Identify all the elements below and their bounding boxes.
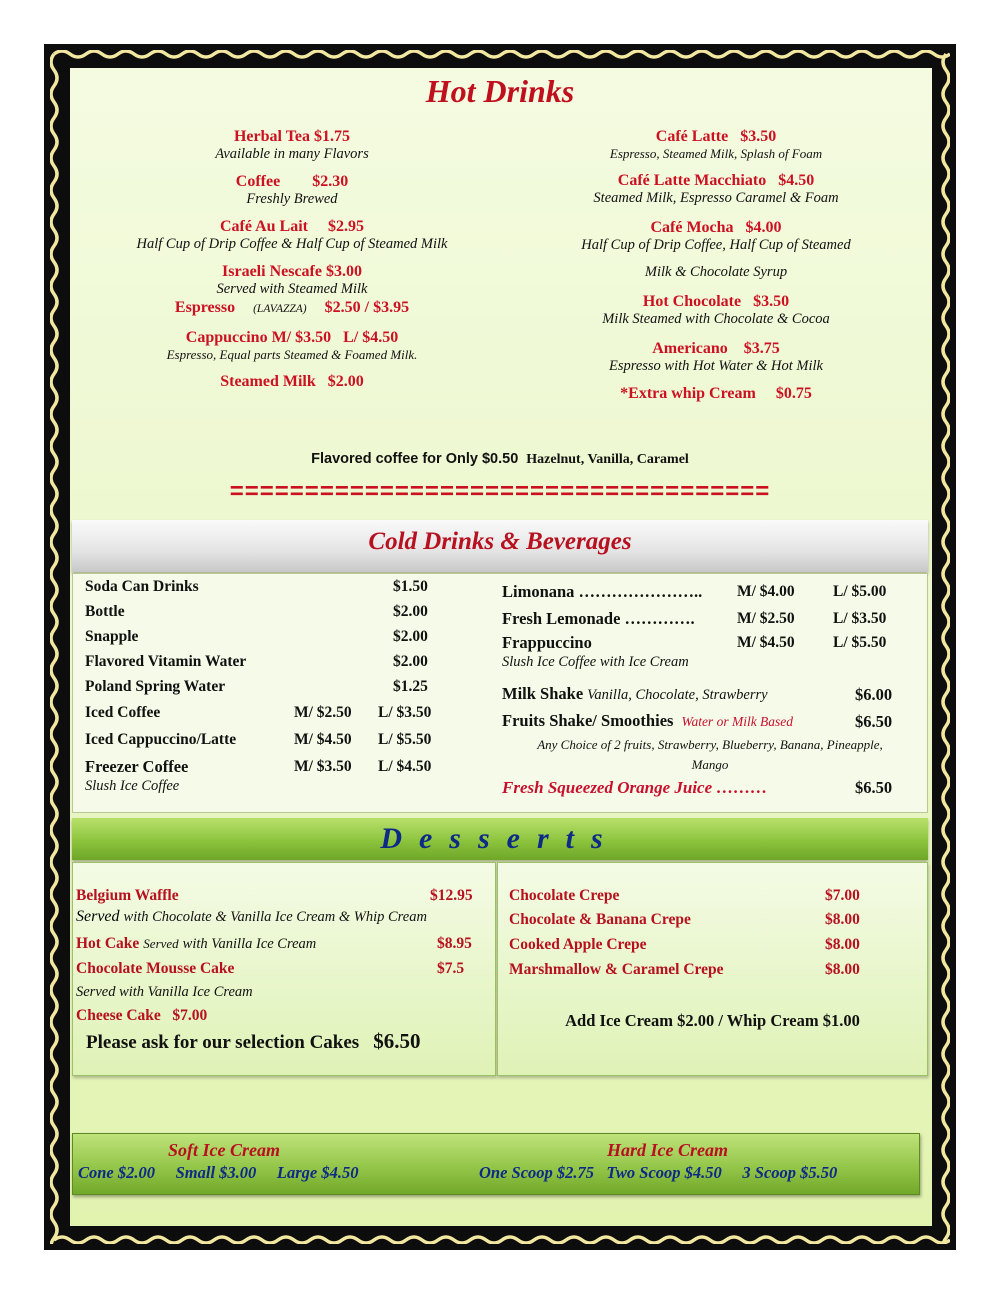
hot-item-desc: Freshly Brewed bbox=[246, 191, 338, 207]
hot-item-desc: Espresso with Hot Water & Hot Milk bbox=[608, 358, 823, 374]
hotcake-row bbox=[76, 935, 316, 953]
cold-item-name: Fresh Lemonade …………. bbox=[502, 609, 695, 628]
hot-item-name: Café Latte $3.50 bbox=[655, 128, 777, 145]
add-on-note: Add Ice Cream $2.00 / Whip Cream $1.00 bbox=[565, 1011, 860, 1030]
ask-cakes-price: $6.50 bbox=[373, 1029, 421, 1053]
hot-item-desc: Milk & Chocolate Syrup bbox=[644, 264, 788, 280]
hot-item-name: Espresso bbox=[174, 299, 236, 316]
desserts-title: Desserts bbox=[380, 822, 620, 855]
soft-ice-cream-prices: Cone $2.00 Small $3.00 Large $4.50 bbox=[78, 1163, 359, 1182]
hot-item-name: Café Mocha $4.00 bbox=[650, 219, 782, 236]
hot-item-name: Café Latte Macchiato $4.50 bbox=[617, 172, 815, 189]
cold-item-price: $1.50 bbox=[393, 578, 428, 595]
cold-item-name: Fruits Shake/ Smoothies bbox=[502, 711, 674, 730]
cold-item-name: Iced Cappuccino/Latte bbox=[85, 731, 237, 748]
cold-item-medium-price: M/ $2.50 bbox=[294, 704, 352, 721]
cold-item-name: Flavored Vitamin Water bbox=[85, 653, 247, 670]
hot-item-name: Café Au Lait $2.95 bbox=[220, 218, 364, 235]
cold-item-name: Poland Spring Water bbox=[85, 678, 226, 695]
served-word: Served bbox=[143, 936, 179, 951]
cold-item-large-price: L/ $5.50 bbox=[833, 634, 887, 651]
dessert-desc: with Vanilla Ice Cream bbox=[182, 936, 317, 952]
cold-item-name: Limonana ………………….. bbox=[502, 582, 703, 601]
cold-item-desc: Vanilla, Chocolate, Strawberry bbox=[587, 687, 768, 703]
crepe-price: $7.00 bbox=[825, 887, 860, 904]
hot-item-desc: Available in many Flavors bbox=[215, 146, 369, 162]
dessert-price: $7.5 bbox=[437, 960, 465, 977]
flavored-coffee-label: Flavored coffee for Only $0.50 bbox=[311, 451, 519, 467]
hot-item-name: Hot Chocolate $3.50 bbox=[642, 293, 790, 310]
hot-item-name: Steamed Milk $2.00 bbox=[220, 373, 364, 390]
cold-item-name: Milk Shake bbox=[502, 684, 584, 703]
served-word: Served bbox=[76, 908, 120, 925]
fruitshake-base-note: Water or Milk Based bbox=[681, 714, 794, 729]
cold-item-medium-price: M/ $4.50 bbox=[737, 634, 795, 651]
hot-item-name: *Extra whip Cream $0.75 bbox=[620, 385, 812, 402]
hot-item-name: Americano $3.75 bbox=[652, 340, 780, 357]
cold-item-price: $1.25 bbox=[393, 678, 428, 695]
dessert-desc: Served with Vanilla Ice Cream bbox=[76, 984, 253, 1000]
cold-item-name: Soda Can Drinks bbox=[85, 578, 199, 595]
hot-item-name: Israeli Nescafe $3.00 bbox=[222, 263, 362, 280]
cold-item-name: Snapple bbox=[85, 628, 139, 645]
cold-item-large-price: L/ $4.50 bbox=[378, 758, 432, 775]
ask-cakes-row bbox=[86, 1029, 420, 1054]
crepe-price: $8.00 bbox=[825, 961, 860, 978]
cold-item-desc: Slush Ice Coffee with Ice Cream bbox=[502, 654, 689, 670]
hot-item-name: Herbal Tea $1.75 bbox=[233, 128, 350, 145]
cold-item-large-price: L/ $5.50 bbox=[378, 731, 432, 748]
dessert-price: $12.95 bbox=[430, 887, 473, 904]
cold-item-price: $2.00 bbox=[393, 603, 428, 620]
hard-ice-cream-prices: One Scoop $2.75 Two Scoop $4.50 3 Scoop $5.50 bbox=[479, 1163, 838, 1182]
hot-item-desc: Half Cup of Drip Coffee, Half Cup of Steamed bbox=[581, 237, 851, 253]
cold-item-desc: Mango bbox=[691, 757, 729, 772]
dessert-desc: with Chocolate & Vanilla Ice Cream & Whip Cream bbox=[123, 909, 427, 925]
cold-item-price: $6.50 bbox=[855, 778, 893, 797]
cold-item-name: Fresh Squeezed Orange Juice ……… bbox=[502, 778, 768, 797]
hot-item-desc: Half Cup of Drip Coffee & Half Cup of Steamed Milk bbox=[136, 236, 448, 252]
hot-left-column bbox=[70, 128, 514, 391]
cold-item-large-price: L/ $3.50 bbox=[833, 610, 887, 627]
cold-item-medium-price: M/ $4.00 bbox=[737, 583, 795, 600]
soft-ice-cream-title: Soft Ice Cream bbox=[168, 1140, 280, 1160]
cold-drinks-title: Cold Drinks & Beverages bbox=[368, 528, 632, 555]
hot-item-price: $2.50 / $3.95 bbox=[324, 299, 410, 316]
hard-ice-cream-title: Hard Ice Cream bbox=[607, 1140, 728, 1160]
cold-item-large-price: L/ $3.50 bbox=[378, 704, 432, 721]
crepe-name: Chocolate Crepe bbox=[509, 887, 620, 904]
espresso-brand: (LAVAZZA) bbox=[253, 303, 307, 315]
cold-item-price: $6.50 bbox=[855, 712, 893, 731]
cold-item-desc: Any Choice of 2 fruits, Strawberry, Blueberry, Banana, Pineapple, bbox=[537, 737, 883, 752]
milkshake-row bbox=[502, 684, 768, 704]
hot-item-desc: Espresso, Steamed Milk, Splash of Foam bbox=[609, 146, 823, 161]
flavored-coffee-line bbox=[0, 450, 1000, 468]
cold-item-name: Iced Coffee bbox=[85, 704, 161, 721]
cold-item-medium-price: M/ $2.50 bbox=[737, 610, 795, 627]
cold-item-medium-price: M/ $3.50 bbox=[294, 758, 352, 775]
cold-item-name: Frappuccino bbox=[502, 633, 592, 652]
hot-item-desc: Milk Steamed with Chocolate & Cocoa bbox=[602, 311, 830, 327]
crepe-name: Chocolate & Banana Crepe bbox=[509, 911, 691, 928]
section-divider: ==================================== bbox=[229, 478, 771, 505]
dessert-name: Hot Cake bbox=[76, 935, 140, 952]
cold-item-name: Bottle bbox=[85, 603, 125, 620]
dessert-name: Chocolate Mousse Cake bbox=[76, 960, 235, 977]
cold-item-price: $2.00 bbox=[393, 653, 428, 670]
waffle-desc bbox=[76, 908, 427, 926]
dessert-name: Belgium Waffle bbox=[76, 887, 179, 904]
cold-item-price: $6.00 bbox=[855, 685, 893, 704]
hot-item-desc: Steamed Milk, Espresso Caramel & Foam bbox=[593, 190, 839, 206]
cold-item-large-price: L/ $5.00 bbox=[833, 583, 887, 600]
hot-drinks-title: Hot Drinks bbox=[425, 73, 575, 109]
hot-item-name: Cappuccino M/ $3.50 L/ $4.50 bbox=[185, 329, 399, 346]
crepe-price: $8.00 bbox=[825, 911, 860, 928]
ask-cakes-label: Please ask for our selection Cakes bbox=[86, 1032, 360, 1053]
cold-item-desc: Slush Ice Coffee bbox=[85, 778, 180, 794]
cold-item-medium-price: M/ $4.50 bbox=[294, 731, 352, 748]
crepe-name: Marshmallow & Caramel Crepe bbox=[509, 961, 724, 978]
dessert-price: $8.95 bbox=[437, 935, 472, 952]
crepe-name: Cooked Apple Crepe bbox=[509, 936, 647, 953]
cold-item-price: $2.00 bbox=[393, 628, 428, 645]
hot-item-desc: Espresso, Equal parts Steamed & Foamed Milk. bbox=[166, 347, 418, 362]
dessert-name: Cheese Cake $7.00 bbox=[76, 1007, 208, 1024]
hot-right-column bbox=[494, 128, 938, 403]
hot-item-desc: Served with Steamed Milk bbox=[216, 281, 368, 297]
hot-item-name: Coffee $2.30 bbox=[235, 173, 349, 190]
flavored-coffee-list: Hazelnut, Vanilla, Caramel bbox=[526, 452, 689, 467]
fruitshake-row bbox=[502, 711, 793, 731]
espresso-row bbox=[70, 299, 514, 317]
crepe-price: $8.00 bbox=[825, 936, 860, 953]
cold-item-name: Freezer Coffee bbox=[85, 757, 189, 776]
